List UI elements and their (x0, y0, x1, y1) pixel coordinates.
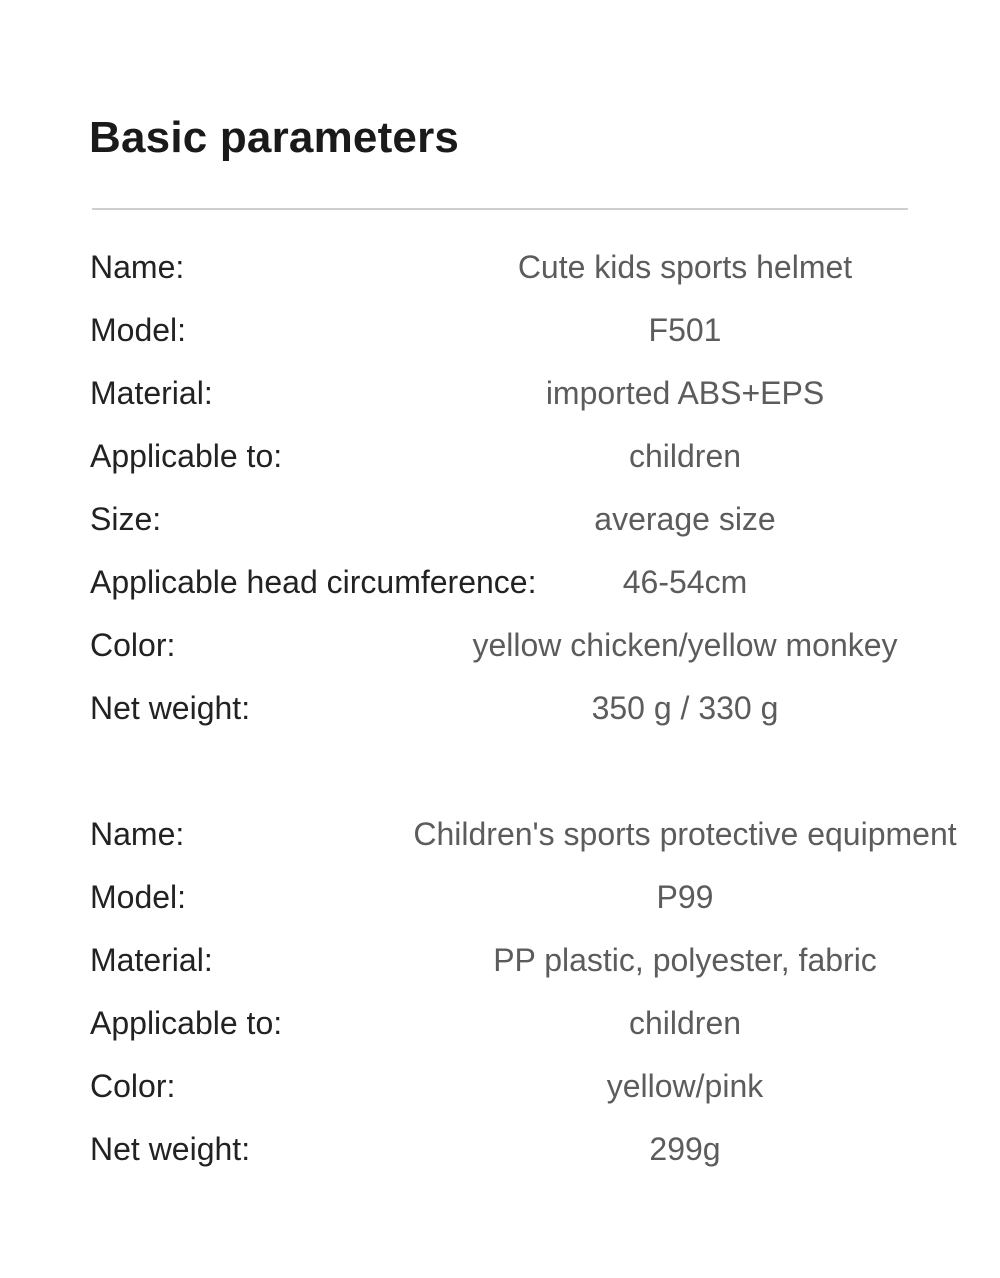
spec-row-head-circumference (0, 552, 1000, 615)
spec-label: Size: (90, 501, 162, 537)
title-divider (92, 208, 908, 210)
spec-label: Material: (90, 942, 213, 978)
spec-row-color (0, 615, 1000, 678)
spec-value: yellow chicken/yellow monkey (472, 627, 898, 663)
spec-value: 350 g / 330 g (591, 690, 779, 726)
spec-label: Model: (90, 879, 187, 915)
spec-label: Material: (90, 375, 213, 411)
spec-row-name (0, 237, 1000, 300)
spec-value: average size (594, 501, 776, 537)
spec-value: imported ABS+EPS (545, 375, 825, 411)
spec-value: children (628, 1005, 742, 1041)
product-spec-helmet (0, 237, 1000, 741)
spec-row-name (0, 804, 1000, 867)
spec-row-material (0, 363, 1000, 426)
spec-label: Net weight: (90, 1131, 251, 1167)
page-title: Basic parameters (89, 113, 460, 162)
spec-value: Cute kids sports helmet (517, 249, 853, 285)
spec-row-material (0, 930, 1000, 993)
spec-row-model (0, 867, 1000, 930)
spec-row-net-weight (0, 1119, 1000, 1182)
spec-value: PP plastic, polyester, fabric (493, 942, 877, 978)
spec-label: Applicable to: (90, 1005, 283, 1041)
spec-value: 46-54cm (622, 564, 748, 600)
spec-value: F501 (648, 312, 722, 348)
spec-value: children (628, 438, 742, 474)
spec-label: Name: (90, 249, 185, 285)
spec-label: Color: (90, 627, 176, 663)
spec-label: Applicable to: (90, 438, 283, 474)
spec-row-applicable-to (0, 993, 1000, 1056)
spec-label: Model: (90, 312, 187, 348)
spec-row-applicable-to (0, 426, 1000, 489)
product-spec-protective-gear (0, 804, 1000, 1182)
spec-value: Children's sports protective equipment (413, 816, 957, 852)
spec-label: Color: (90, 1068, 176, 1104)
spec-value: 299g (649, 1131, 721, 1167)
spec-value: P99 (656, 879, 714, 915)
spec-value: yellow/pink (606, 1068, 764, 1104)
spec-label: Net weight: (90, 690, 251, 726)
spec-label: Name: (90, 816, 185, 852)
spec-row-net-weight (0, 678, 1000, 741)
spec-row-model (0, 300, 1000, 363)
spec-label: Applicable head circumference: (90, 564, 537, 600)
spec-row-color (0, 1056, 1000, 1119)
spec-row-size (0, 489, 1000, 552)
